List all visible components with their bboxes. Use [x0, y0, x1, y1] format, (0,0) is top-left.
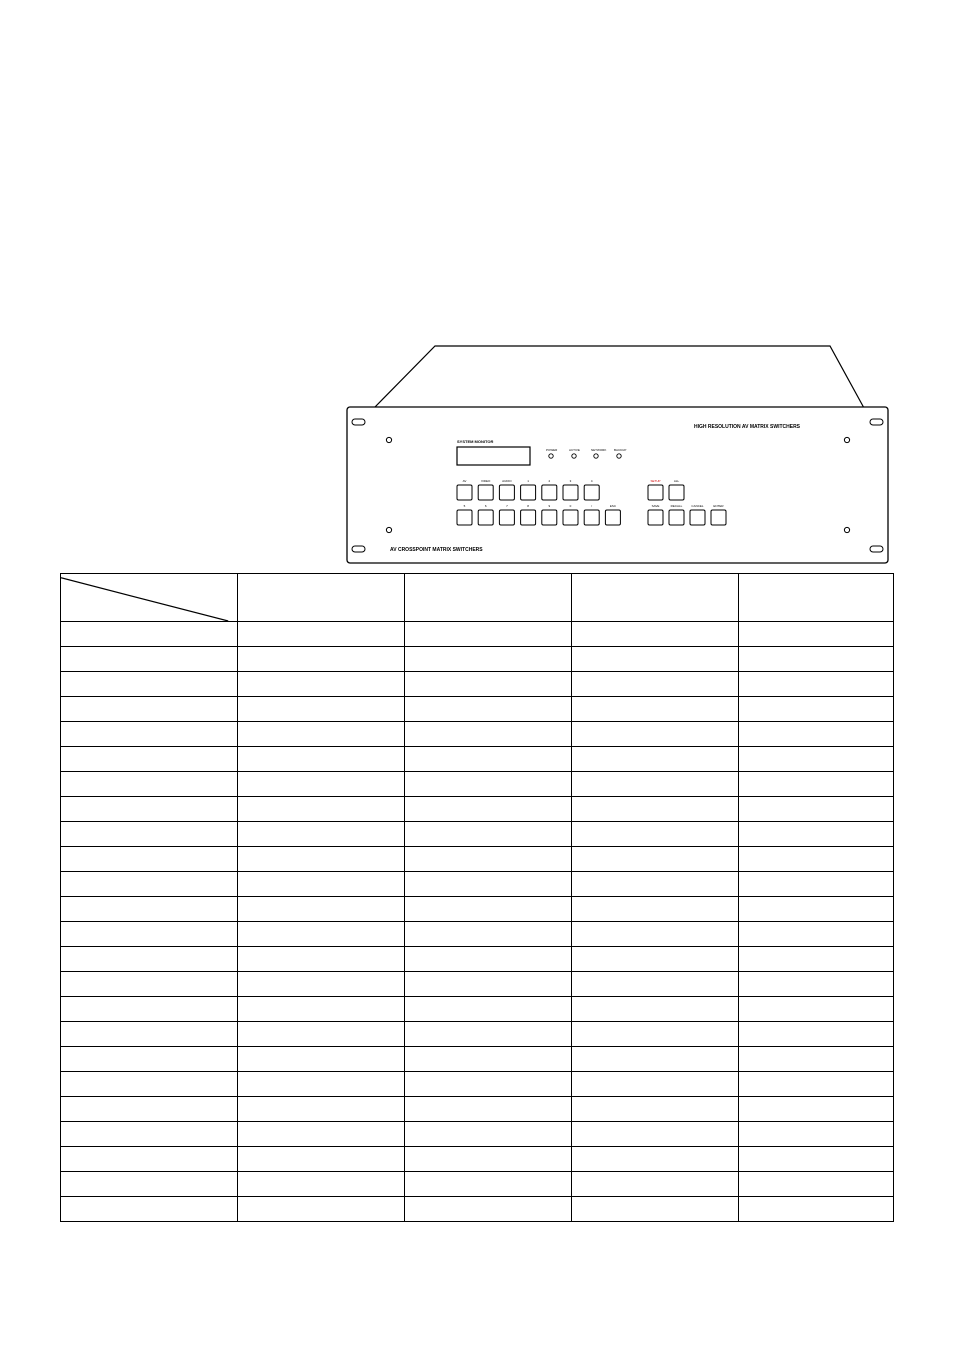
- table-cell: [405, 847, 572, 872]
- table-cell: [238, 1197, 405, 1222]
- function-key-button[interactable]: [669, 485, 684, 500]
- device-lid-outline: [374, 346, 864, 408]
- table-row: [61, 1122, 894, 1147]
- table-cell: [572, 747, 739, 772]
- table-row: [61, 672, 894, 697]
- table-cell: [739, 922, 894, 947]
- table-cell: [238, 1072, 405, 1097]
- table-cell: [238, 1047, 405, 1072]
- function-key-button[interactable]: [648, 510, 663, 525]
- table-cell: [572, 972, 739, 997]
- keypad-key-button[interactable]: [457, 510, 472, 525]
- table-cell: [61, 1022, 238, 1047]
- table-cell: [238, 622, 405, 647]
- table-cell: [739, 872, 894, 897]
- table-cell: [61, 747, 238, 772]
- table-cell: [405, 647, 572, 672]
- table-cell: [238, 772, 405, 797]
- table-cell: [572, 672, 739, 697]
- device-model-label: HIGH RESOLUTION AV MATRIX SWITCHERS: [694, 424, 801, 430]
- table-cell: [61, 647, 238, 672]
- table-cell: [572, 722, 739, 747]
- table-cell: [238, 1097, 405, 1122]
- table-cell: [238, 797, 405, 822]
- keypad-key-label: 1: [527, 479, 529, 483]
- keypad-key-button[interactable]: [521, 485, 536, 500]
- table-header-cell: [572, 574, 739, 622]
- table-row: [61, 897, 894, 922]
- keypad-key-button[interactable]: [457, 485, 472, 500]
- table-cell: [61, 1122, 238, 1147]
- table-row: [61, 772, 894, 797]
- function-key-label: ALL: [673, 479, 680, 483]
- table-cell: [405, 1072, 572, 1097]
- table-cell: [572, 697, 739, 722]
- table-row: [61, 797, 894, 822]
- table-cell: [572, 797, 739, 822]
- table-cell: [739, 1022, 894, 1047]
- table-cell: [572, 1072, 739, 1097]
- keypad-key-button[interactable]: [478, 510, 493, 525]
- table-cell: [572, 947, 739, 972]
- table-row: [61, 1047, 894, 1072]
- keypad-key-label: ESC: [609, 504, 616, 508]
- table-row: [61, 1147, 894, 1172]
- table-row: [61, 1172, 894, 1197]
- keypad-key-button[interactable]: [563, 510, 578, 525]
- keypad-key-label: 6: [484, 504, 487, 508]
- table-row: [61, 972, 894, 997]
- table-cell: [61, 697, 238, 722]
- table-cell: [739, 947, 894, 972]
- table-cell: [61, 822, 238, 847]
- table-cell: [61, 947, 238, 972]
- table-cell: [238, 722, 405, 747]
- table-cell: [739, 772, 894, 797]
- table-cell: [61, 922, 238, 947]
- function-key-label: RECALL: [670, 504, 683, 508]
- table-cell: [572, 847, 739, 872]
- keypad-key-button[interactable]: [584, 485, 599, 500]
- table-cell: [739, 1047, 894, 1072]
- table-cell: [572, 1022, 739, 1047]
- table-cell: [61, 772, 238, 797]
- table-cell: [405, 772, 572, 797]
- table-cell: [405, 872, 572, 897]
- table-row: [61, 872, 894, 897]
- indicator-label: ACTIVE: [569, 448, 580, 452]
- table-cell: [238, 1147, 405, 1172]
- table-row: [61, 647, 894, 672]
- keypad-key-button[interactable]: [563, 485, 578, 500]
- keypad-key-label: 9: [548, 504, 551, 508]
- keypad-key-button[interactable]: [521, 510, 536, 525]
- keypad-key-label: AUDIO: [502, 479, 512, 483]
- table-cell: [238, 747, 405, 772]
- function-key-label: SETUP: [650, 479, 661, 483]
- table-cell: [405, 822, 572, 847]
- table-cell: [739, 647, 894, 672]
- table-cell: [405, 1197, 572, 1222]
- keypad-key-label: 3: [569, 479, 572, 483]
- table-cell: [572, 872, 739, 897]
- keypad-key-label: AV: [462, 479, 467, 483]
- function-key-button[interactable]: [648, 485, 663, 500]
- table-cell: [238, 997, 405, 1022]
- table-cell: [61, 722, 238, 747]
- table-cell: [405, 1097, 572, 1122]
- table-cell: [238, 647, 405, 672]
- table-header-row: [61, 574, 894, 622]
- matrix-switcher-illustration: [330, 340, 900, 570]
- table-cell: [739, 1097, 894, 1122]
- table-cell: [61, 1172, 238, 1197]
- table-row: [61, 1197, 894, 1222]
- table-cell: [61, 997, 238, 1022]
- table-cell: [61, 1072, 238, 1097]
- table-cell: [405, 672, 572, 697]
- corner-diagonal-line: [61, 574, 237, 621]
- table-cell: [61, 1197, 238, 1222]
- table-cell: [238, 1122, 405, 1147]
- table-cell: [61, 1047, 238, 1072]
- table-row: [61, 1072, 894, 1097]
- table-cell: [739, 1197, 894, 1222]
- keypad-key-button[interactable]: [499, 510, 514, 525]
- keypad-key-label: /: [591, 504, 593, 508]
- system-monitor-display: [457, 447, 530, 465]
- table-cell: [61, 797, 238, 822]
- table-cell: [61, 1147, 238, 1172]
- table-cell: [238, 697, 405, 722]
- table-cell: [61, 847, 238, 872]
- keypad-key-button[interactable]: [499, 485, 514, 500]
- table-cell: [405, 897, 572, 922]
- table-row: [61, 622, 894, 647]
- keypad-key-label: 7: [506, 504, 508, 508]
- table-cell: [405, 747, 572, 772]
- table-cell: [61, 872, 238, 897]
- table-row: [61, 722, 894, 747]
- table-cell: [405, 997, 572, 1022]
- table-cell: [572, 1122, 739, 1147]
- table-cell: [405, 1122, 572, 1147]
- table-cell: [572, 997, 739, 1022]
- table-cell: [739, 1122, 894, 1147]
- table-row: [61, 997, 894, 1022]
- table-cell: [405, 922, 572, 947]
- table-cell: [61, 1097, 238, 1122]
- table-row: [61, 922, 894, 947]
- table-cell: [238, 897, 405, 922]
- function-key-button[interactable]: [669, 510, 684, 525]
- table-cell: [739, 697, 894, 722]
- function-key-label: ENTER: [713, 504, 724, 508]
- table-cell: [238, 672, 405, 697]
- table-header-cell: [739, 574, 894, 622]
- table-cell: [572, 922, 739, 947]
- keypad-key-label: VIDEO: [481, 479, 491, 483]
- keypad-key-label: 4: [590, 479, 593, 483]
- table-row: [61, 697, 894, 722]
- table-header-cell: [238, 574, 405, 622]
- table-cell: [405, 1047, 572, 1072]
- keypad-key-label: 5: [463, 504, 466, 508]
- keypad-key-button[interactable]: [542, 510, 557, 525]
- table-cell: [739, 1172, 894, 1197]
- function-key-button[interactable]: [690, 510, 705, 525]
- table-cell: [405, 947, 572, 972]
- table-cell: [739, 672, 894, 697]
- table-cell: [572, 622, 739, 647]
- indicator-label: BACKUP: [614, 448, 627, 452]
- table-cell: [405, 722, 572, 747]
- table-cell: [739, 822, 894, 847]
- table-row: [61, 822, 894, 847]
- table-cell: [238, 922, 405, 947]
- keypad-key-button[interactable]: [605, 510, 620, 525]
- table-cell: [405, 1022, 572, 1047]
- table-cell: [572, 822, 739, 847]
- indicator-label: NETWORK: [591, 448, 607, 452]
- device-drawing: [330, 340, 900, 570]
- keypad-key-label: 0: [569, 504, 572, 508]
- keypad-key-label: 8: [527, 504, 529, 508]
- table-cell: [572, 1172, 739, 1197]
- table-cell: [405, 622, 572, 647]
- table-cell: [61, 622, 238, 647]
- table-cell: [238, 947, 405, 972]
- table-row: [61, 847, 894, 872]
- table-cell: [572, 1047, 739, 1072]
- table-cell: [405, 972, 572, 997]
- device-series-label: AV CROSSPOINT MATRIX SWITCHERS: [390, 547, 483, 553]
- function-key-label: CANCEL: [691, 504, 704, 508]
- table-cell: [739, 622, 894, 647]
- table-cell: [405, 797, 572, 822]
- table-cell: [739, 997, 894, 1022]
- table-row: [61, 1097, 894, 1122]
- table-corner-cell: [61, 574, 238, 622]
- keypad-key-button[interactable]: [478, 485, 493, 500]
- table-cell: [739, 747, 894, 772]
- table-cell: [238, 1172, 405, 1197]
- table-cell: [572, 1147, 739, 1172]
- table-cell: [405, 1172, 572, 1197]
- table-cell: [739, 847, 894, 872]
- table-cell: [572, 772, 739, 797]
- table-cell: [238, 847, 405, 872]
- blank-form-table: [60, 573, 894, 1222]
- table-cell: [61, 897, 238, 922]
- table-cell: [739, 1147, 894, 1172]
- table-cell: [572, 1097, 739, 1122]
- table-cell: [238, 872, 405, 897]
- table-cell: [61, 972, 238, 997]
- keypad-key-button[interactable]: [542, 485, 557, 500]
- table-cell: [739, 972, 894, 997]
- table-cell: [238, 1022, 405, 1047]
- table-cell: [61, 672, 238, 697]
- keypad-key-label: 2: [548, 479, 551, 483]
- table-cell: [238, 972, 405, 997]
- table-row: [61, 747, 894, 772]
- table-cell: [405, 697, 572, 722]
- keypad-key-button[interactable]: [584, 510, 599, 525]
- table-cell: [572, 897, 739, 922]
- system-monitor-label: SYSTEM MONITOR: [457, 439, 494, 444]
- table-cell: [572, 1197, 739, 1222]
- function-key-button[interactable]: [711, 510, 726, 525]
- table-cell: [238, 822, 405, 847]
- table-cell: [739, 722, 894, 747]
- table-header-cell: [405, 574, 572, 622]
- function-key-label: SAVE: [651, 504, 660, 508]
- table-row: [61, 947, 894, 972]
- table-cell: [572, 647, 739, 672]
- table-row: [61, 1022, 894, 1047]
- table-cell: [405, 1147, 572, 1172]
- table-cell: [739, 1072, 894, 1097]
- table-cell: [739, 797, 894, 822]
- front-panel: [347, 407, 888, 563]
- table-cell: [739, 897, 894, 922]
- indicator-label: POWER: [546, 448, 558, 452]
